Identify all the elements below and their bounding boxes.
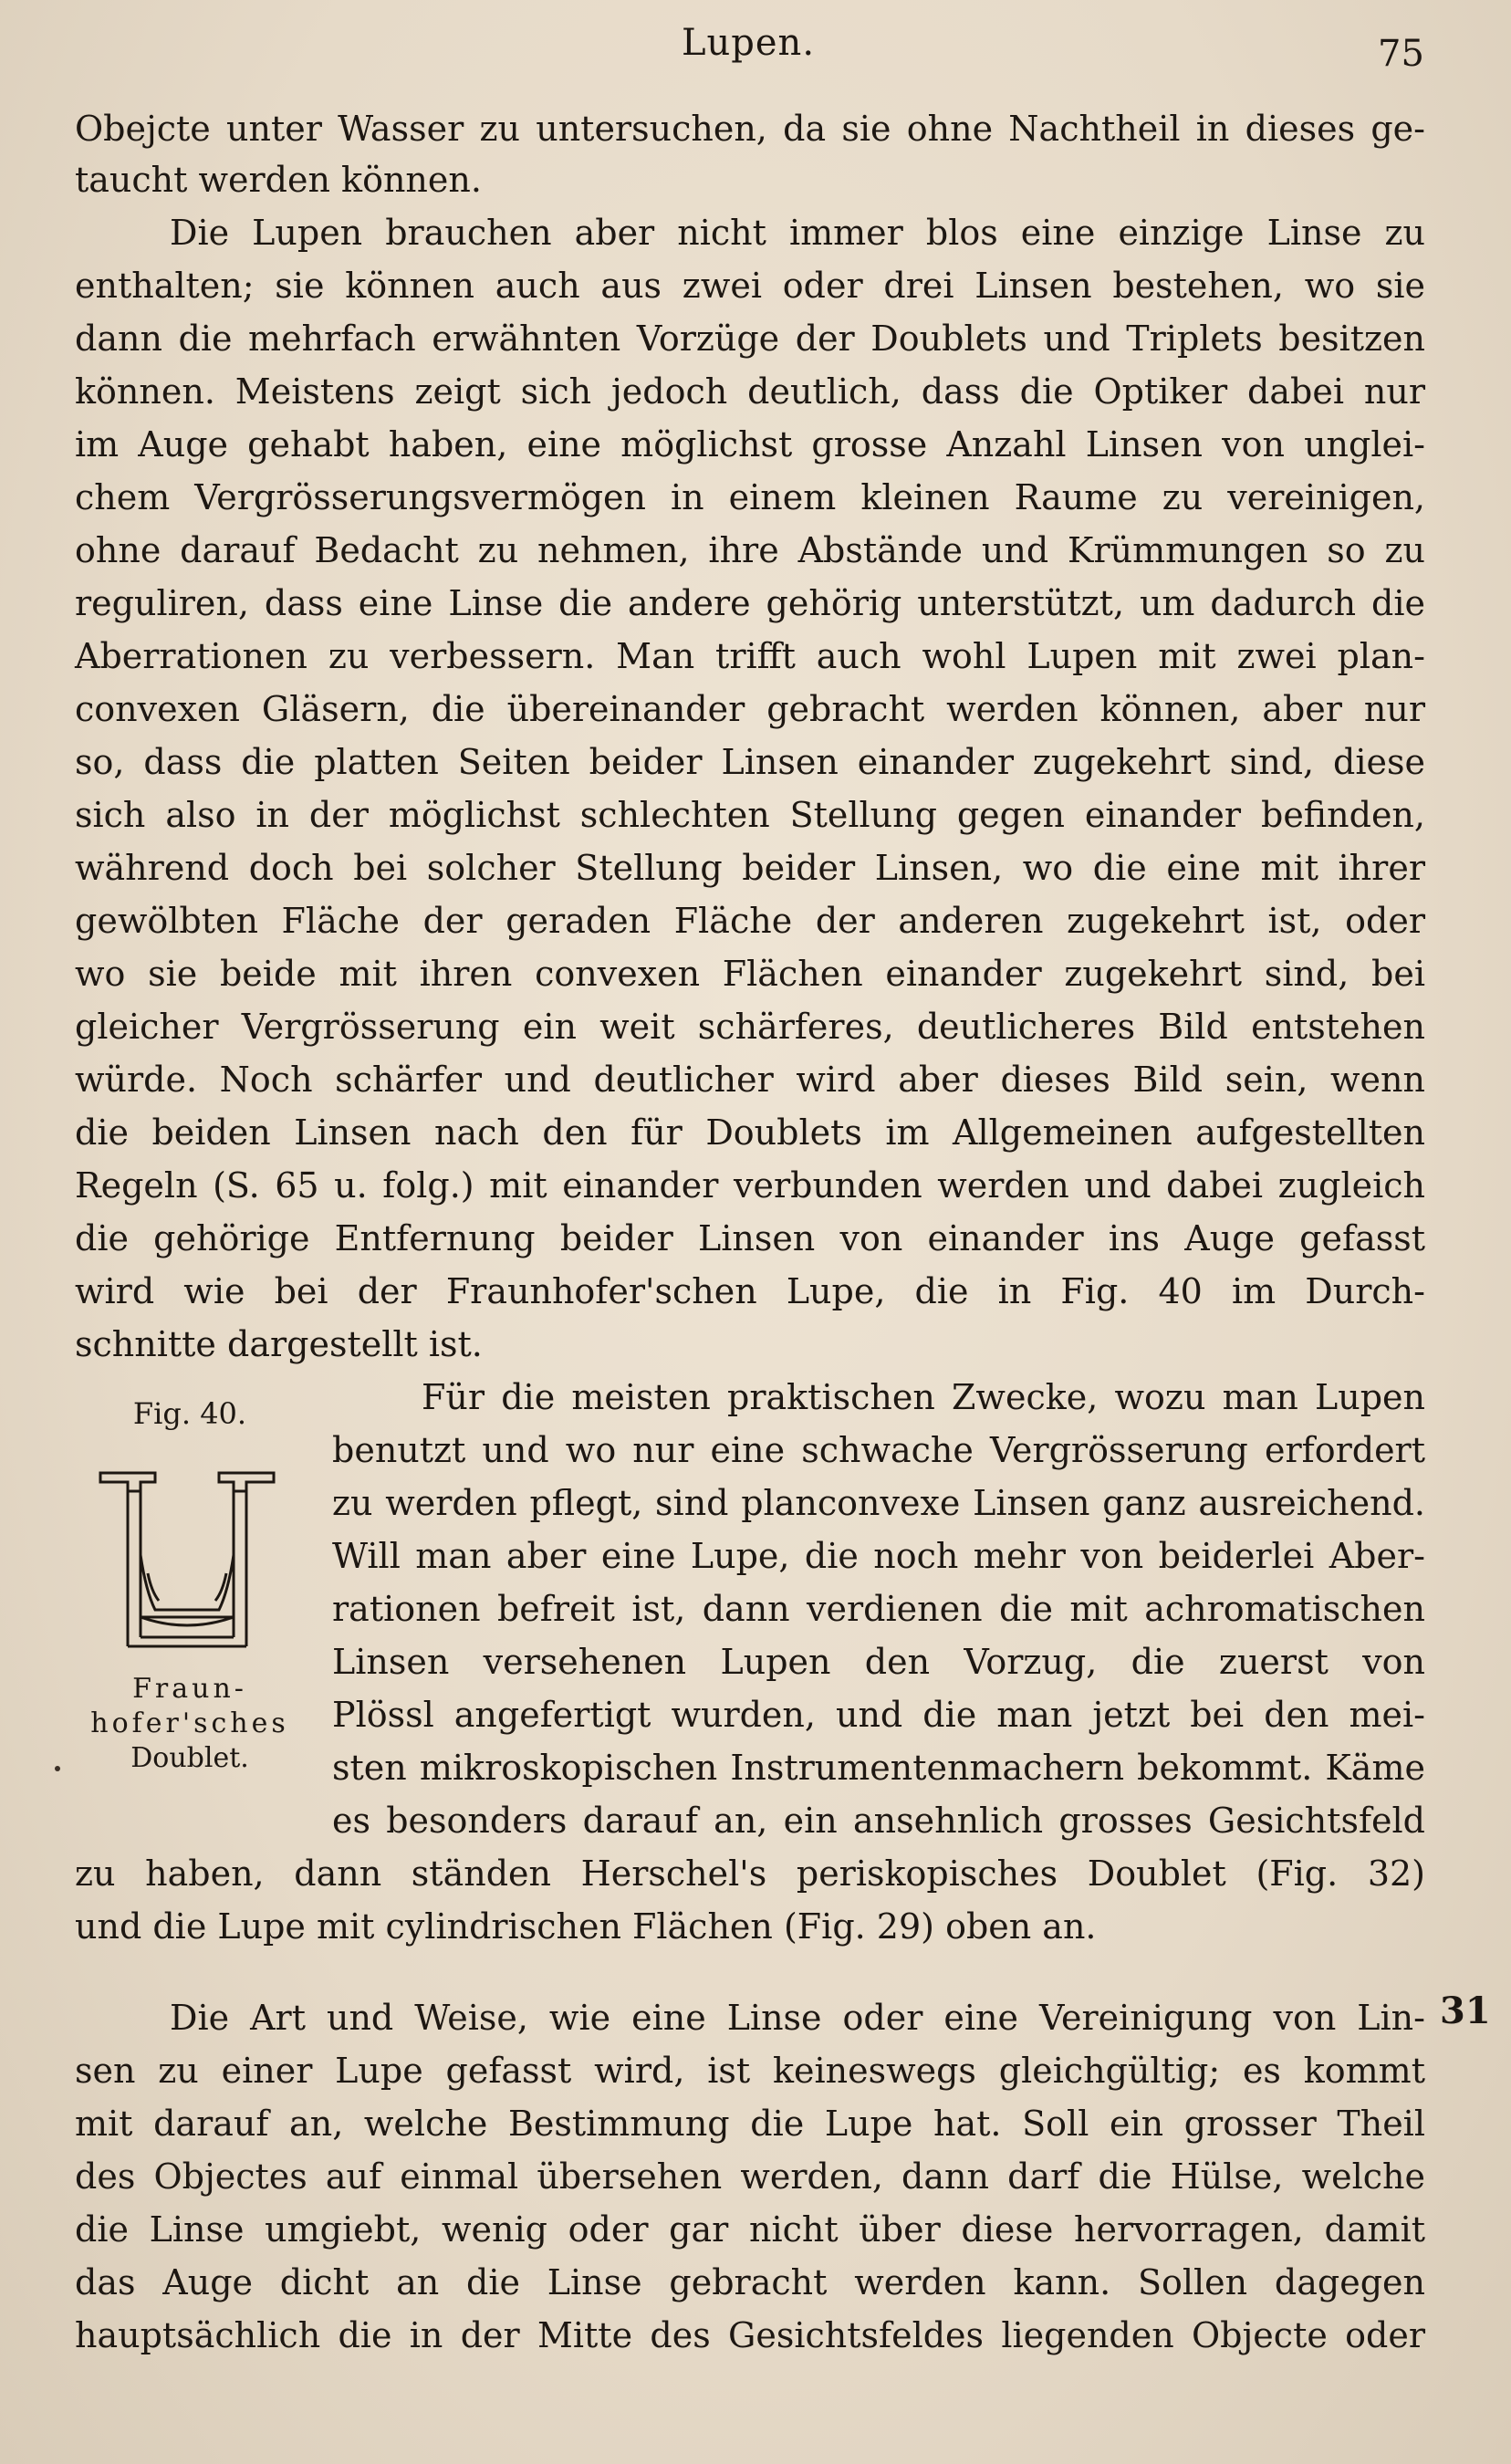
text-line: mit darauf an, welche Bestimmung die Lupe hat. Soll ein grosser Theil: [75, 2104, 1425, 2144]
figure-caption: [80, 1672, 299, 1776]
text-line: dann die mehrfach erwähnten Vorzüge der Doublets und Triplets besitzen: [75, 318, 1425, 359]
text-line: Obejcte unter Wasser zu untersuchen, da sie ohne Nachtheil in dieses ge-: [75, 109, 1425, 149]
text-line: taucht werden können.: [75, 160, 482, 200]
figure-caption-line: Doublet.: [130, 1742, 249, 1774]
text-line: die beiden Linsen nach den für Doublets im Allgemeinen aufgestellten: [75, 1112, 1425, 1153]
figure-label: Fig. 40.: [132, 1396, 247, 1431]
text-line: Die Art und Weise, wie eine Linse oder eine Vereinigung von Lin-: [170, 1998, 1425, 2038]
text-line: das Auge dicht an die Linse gebracht werden kann. Sollen dagegen: [75, 2262, 1425, 2302]
text-line: so, dass die platten Seiten beider Linsen einander zugekehrt sind, diese: [75, 742, 1425, 782]
running-header: Lupen.: [681, 22, 816, 64]
margin-number: 31: [1440, 1989, 1491, 2032]
text-line: convexen Gläsern, die übereinander gebracht werden können, aber nur: [75, 689, 1425, 729]
text-line: würde. Noch schärfer und deutlicher wird aber dieses Bild sein, wenn: [75, 1060, 1425, 1100]
text-line: enthalten; sie können auch aus zwei oder drei Linsen bestehen, wo sie: [75, 266, 1425, 306]
text-line: sen zu einer Lupe gefasst wird, ist keineswegs gleichgültig; es kommt: [75, 2051, 1425, 2091]
text-line: es besonders darauf an, ein ansehnlich grosses Gesichtsfeld: [332, 1801, 1425, 1841]
text-line: hauptsächlich die in der Mitte des Gesichtsfeldes liegenden Objecte oder: [75, 2315, 1425, 2355]
text-line: rationen befreit ist, dann verdienen die mit achromatischen: [332, 1589, 1425, 1629]
text-line: können. Meistens zeigt sich jedoch deutlich, dass die Optiker dabei nur: [75, 371, 1425, 412]
text-line: zu haben, dann ständen Herschel's periskopisches Doublet (Fig. 32): [75, 1853, 1425, 1894]
text-line: Linsen versehenen Lupen den Vorzug, die zuerst von: [332, 1642, 1425, 1682]
text-line: gewölbten Fläche der geraden Fläche der anderen zugekehrt ist, oder: [75, 901, 1425, 941]
text-line: sten mikroskopischen Instrumentenmachern bekommt. Käme: [332, 1748, 1425, 1788]
figure-40: [80, 1396, 299, 1789]
figure-caption-line: hofer'sches: [90, 1707, 289, 1739]
text-line: die gehörige Entfernung beider Linsen von einander ins Auge gefasst: [75, 1218, 1425, 1258]
text-line: Für die meisten praktischen Zwecke, wozu man Lupen: [422, 1377, 1425, 1417]
text-line: schnitte dargestellt ist.: [75, 1324, 483, 1364]
text-line: während doch bei solcher Stellung beider Linsen, wo die eine mit ihrer: [75, 848, 1425, 888]
text-line: Die Lupen brauchen aber nicht immer blos eine einzige Linse zu: [170, 213, 1425, 253]
text-line: die Linse umgiebt, wenig oder gar nicht über diese hervorragen, damit: [75, 2209, 1425, 2250]
figure-caption-line: Fraun-: [132, 1673, 247, 1705]
text-line: wird wie bei der Fraunhofer'schen Lupe, die in Fig. 40 im Durch-: [75, 1271, 1425, 1311]
text-line: reguliren, dass eine Linse die andere gehörig unterstützt, um dadurch die: [75, 583, 1425, 623]
text-line: gleicher Vergrösserung ein weit schärferes, deutlicheres Bild entstehen: [75, 1007, 1425, 1047]
text-line: sich also in der möglichst schlechten Stellung gegen einander befinden,: [75, 795, 1425, 835]
text-line: Regeln (S. 65 u. folg.) mit einander verbunden werden und dabei zugleich: [75, 1165, 1425, 1206]
text-line: wo sie beide mit ihren convexen Flächen einander zugekehrt sind, bei: [75, 954, 1425, 994]
page-number: 75: [1378, 33, 1424, 75]
ink-speck: [55, 1766, 60, 1771]
text-line: chem Vergrösserungsvermögen in einem kleinen Raume zu vereinigen,: [75, 477, 1425, 517]
text-line: benutzt und wo nur eine schwache Vergrösserung erfordert: [332, 1430, 1425, 1470]
text-line: Plössl angefertigt wurden, und die man jetzt bei den mei-: [332, 1695, 1425, 1735]
text-line: zu werden pflegt, sind planconvexe Linsen ganz ausreichend.: [332, 1483, 1425, 1523]
text-line: Will man aber eine Lupe, die noch mehr von beiderlei Aber-: [332, 1536, 1425, 1576]
text-line: im Auge gehabt haben, eine möglichst grosse Anzahl Linsen von unglei-: [75, 424, 1425, 465]
text-line: Aberrationen zu verbessern. Man trifft auch wohl Lupen mit zwei plan-: [75, 636, 1425, 676]
text-line: ohne darauf Bedacht zu nehmen, ihre Abstände und Krümmungen so zu: [75, 530, 1425, 570]
text-line: des Objectes auf einmal übersehen werden, dann darf die Hülse, welche: [75, 2156, 1425, 2197]
doublet-lens-diagram: [91, 1455, 283, 1683]
text-line: und die Lupe mit cylindrischen Flächen (Fig. 29) oben an.: [75, 1906, 1097, 1947]
